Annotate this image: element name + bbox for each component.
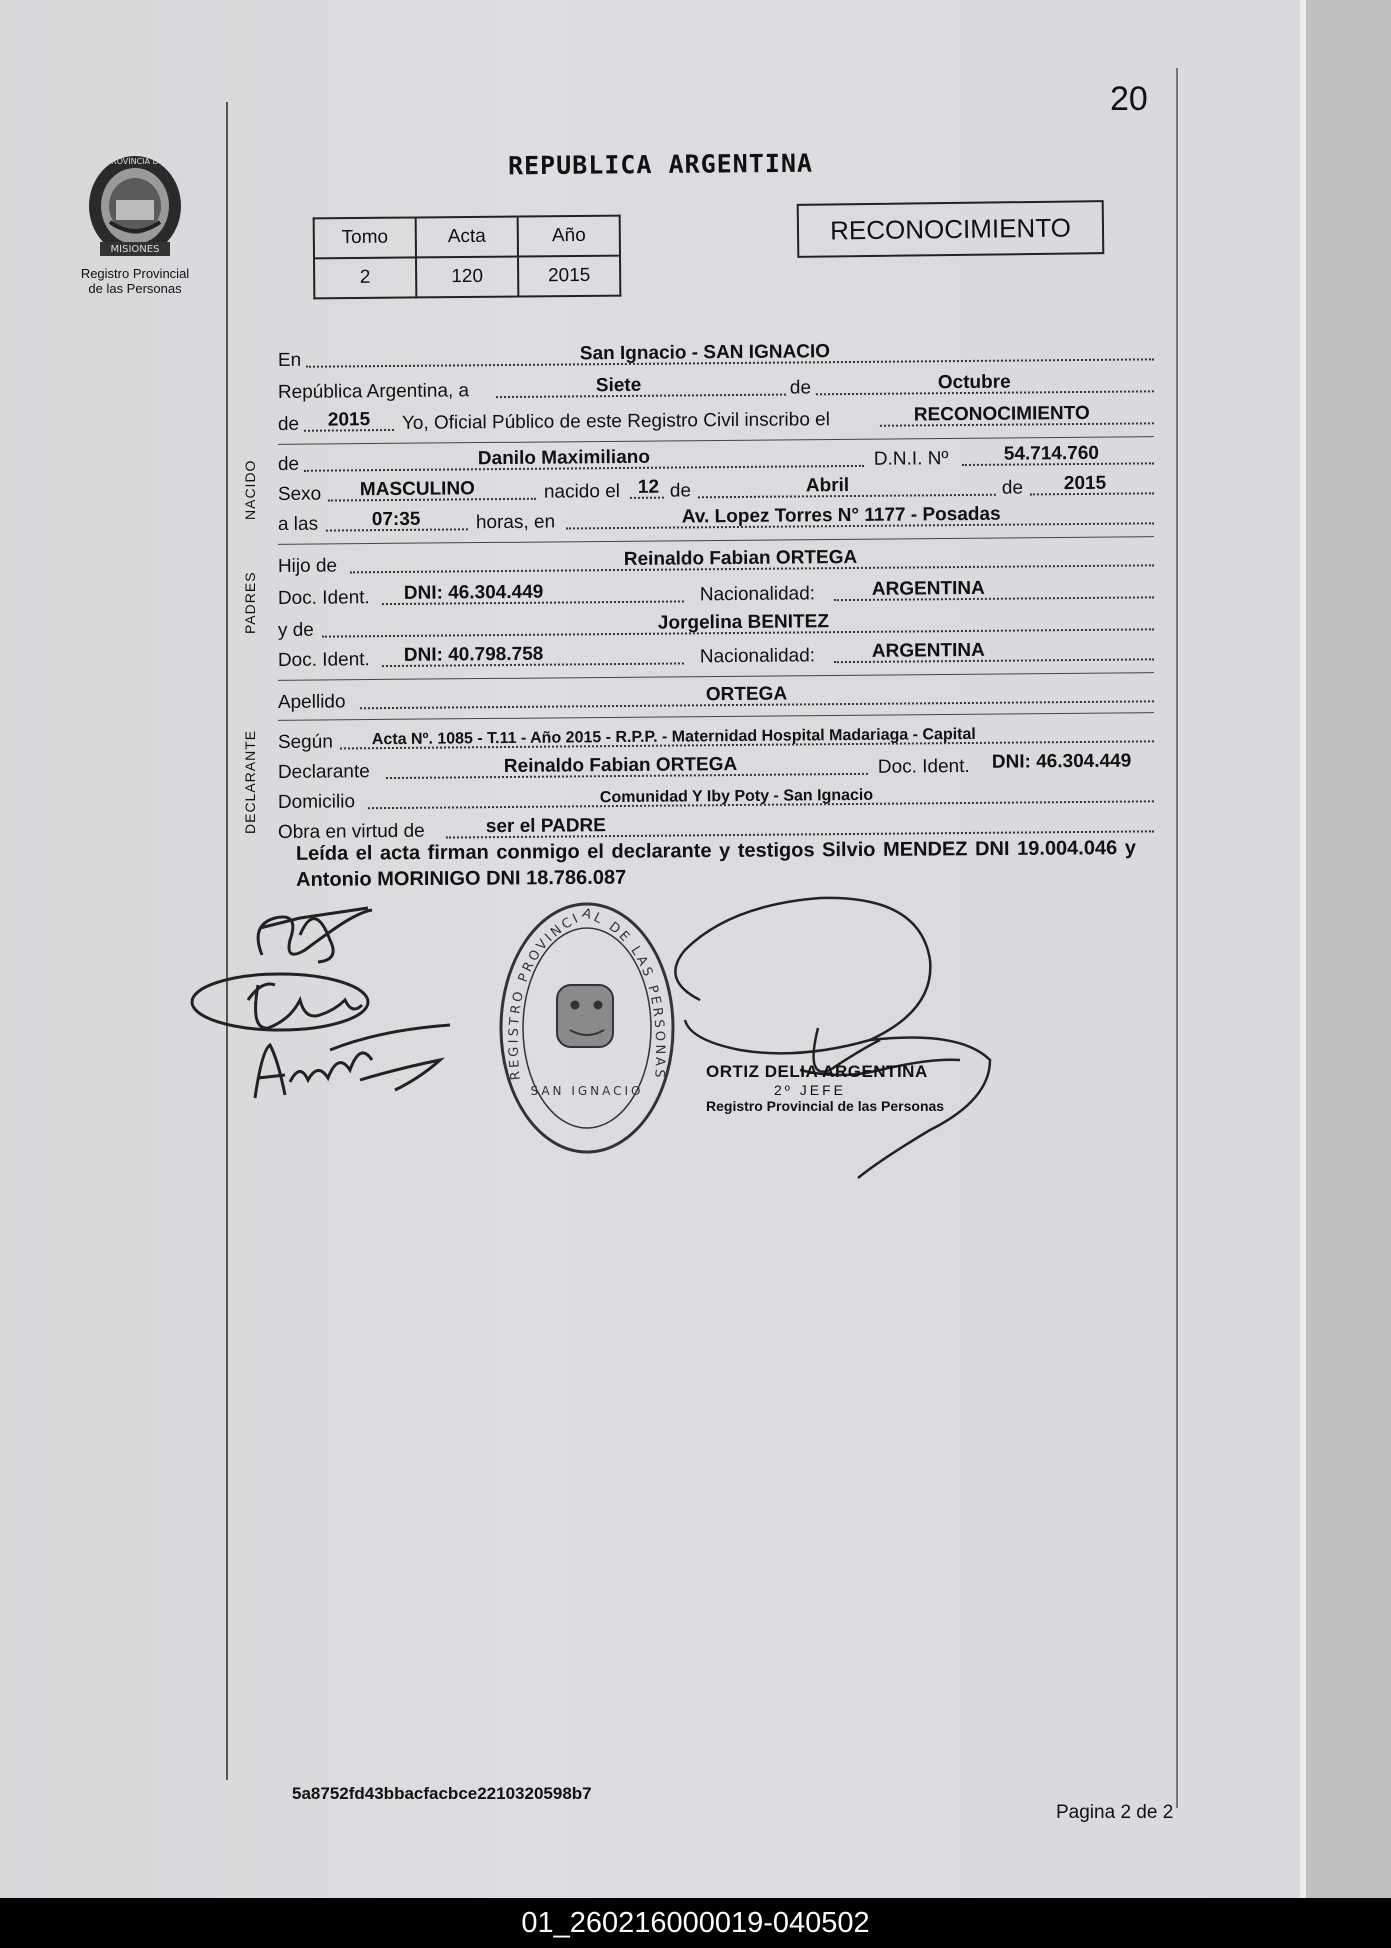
label-dni: D.N.I. Nº (873, 448, 949, 470)
value-sexo: MASCULINO (359, 478, 476, 501)
document-hash: 5a8752fd43bbacfacbce2210320598b7 (292, 1784, 592, 1803)
value-padre-doc: DNI: 46.304.449 (403, 581, 544, 604)
label-nacionalidad: Nacionalidad: (699, 583, 816, 606)
value-madre-doc: DNI: 40.798.758 (403, 643, 544, 666)
logo-caption-2: de las Personas (88, 281, 182, 296)
label-nacionalidad-2: Nacionalidad: (699, 645, 816, 668)
right-margin-rule (1176, 68, 1178, 1808)
value-declarante: Reinaldo Fabian ORTEGA (503, 753, 738, 778)
document-title: REPUBLICA ARGENTINA (507, 148, 814, 181)
registry-table-values (314, 256, 620, 299)
label-republica: República Argentina, a (277, 380, 470, 404)
label-segun: Según (277, 731, 333, 754)
official-block (706, 1062, 966, 1114)
value-apellido: ORTEGA (705, 683, 788, 706)
seal-top-text: PROVINCIA DE (106, 157, 164, 166)
value-padre: Reinaldo Fabian ORTEGA (623, 546, 858, 570)
label-doc-ident: Doc. Ident. (277, 587, 370, 610)
value-declarante-doc: DNI: 46.304.449 (991, 750, 1132, 773)
value-acto: RECONOCIMIENTO (913, 402, 1090, 426)
registry-logo (60, 148, 210, 296)
page-edge-highlight (1300, 0, 1306, 1898)
act-type-box: RECONOCIMIENTO (797, 200, 1105, 258)
value-segun: Acta Nº. 1085 - T.11 - Año 2015 - R.P.P. - Maternidad Hospital Madariaga - Capital (371, 725, 976, 749)
header-tomo: Tomo (314, 217, 416, 258)
label-sexo: Sexo (277, 483, 322, 506)
left-margin-rule (226, 102, 228, 1780)
official-office: Registro Provincial de las Personas (706, 1098, 945, 1114)
registry-table-header (314, 216, 620, 259)
scan-id: 01_260216000019-040502 (521, 1907, 870, 1939)
label-de-nombre: de (277, 453, 300, 476)
value-mes: Octubre (937, 371, 1011, 394)
label-de-mes: de (789, 377, 812, 399)
label-domicilio: Domicilio (277, 791, 356, 814)
label-a-las: a las (277, 513, 319, 536)
label-apellido: Apellido (277, 691, 346, 714)
stamp-inner-text: SAN IGNACIO (530, 1084, 644, 1098)
label-obra: Obra en virtud de (277, 820, 425, 844)
registry-table (313, 215, 622, 300)
value-domicilio: Comunidad Y Iby Poty - San Ignacio (599, 786, 874, 807)
value-nombre: Danilo Maximiliano (477, 446, 651, 470)
value-madre: Jorgelina BENITEZ (657, 611, 829, 634)
scan-id-bar (0, 1898, 1391, 1948)
page-number: 20 (1110, 80, 1148, 118)
label-declarante: Declarante (277, 761, 370, 784)
label-doc-ident-2: Doc. Ident. (277, 649, 370, 672)
value-nac-mes: Abril (805, 475, 850, 497)
value-nac-anio: 2015 (1063, 472, 1107, 495)
value-anio: 2015 (327, 409, 371, 431)
section-declarante: DECLARANTE (242, 729, 258, 834)
label-doc-ident-decl: Doc. Ident. (877, 755, 970, 778)
closing-statement: Leída el acta firman conmigo el declarante y testigos Silvio MENDEZ DNI 19.004.046 y Antonio MORINIGO DNI 18.786.087 (295, 837, 1136, 891)
label-yo-oficial: Yo, Oficial Público de este Registro Civil inscribo el (401, 409, 831, 434)
misiones-seal-icon (80, 148, 190, 266)
logo-caption-1: Registro Provincial (80, 266, 190, 281)
footer-page-count: Pagina 2 de 2 (1056, 1802, 1174, 1823)
value-lugar: San Ignacio - SAN IGNACIO (579, 341, 831, 365)
value-nac-dia: 12 (637, 476, 660, 498)
label-de-mes2: de (669, 480, 692, 502)
official-position: 2º JEFE (774, 1082, 847, 1098)
value-dia: Siete (595, 374, 642, 397)
value-acta: 120 (416, 257, 518, 298)
label-nacido-el: nacido el (543, 481, 621, 503)
value-hora: 07:35 (371, 508, 421, 531)
section-nacido: NACIDO (242, 459, 258, 520)
label-y-de: y de (277, 619, 314, 642)
official-name: ORTIZ DELIA ARGENTINA (706, 1062, 928, 1081)
value-tomo: 2 (314, 257, 416, 298)
value-dni: 54.714.760 (1003, 442, 1100, 465)
value-lugar-nac: Av. Lopez Torres N° 1177 - Posadas (681, 503, 1001, 528)
value-madre-nac: ARGENTINA (871, 639, 985, 662)
seal-bottom-text: MISIONES (110, 244, 160, 255)
value-obra: ser el PADRE (485, 815, 606, 838)
value-anio: 2015 (518, 256, 620, 297)
section-padres: PADRES (242, 571, 258, 634)
stamp-ring-text: REGISTRO PROVINCIAL DE LAS PERSONAS (506, 905, 668, 1081)
label-de: de (277, 413, 300, 436)
value-padre-nac: ARGENTINA (871, 577, 985, 600)
label-horas-en: horas, en (475, 511, 556, 534)
label-de-anio: de (1001, 477, 1024, 499)
next-page-edge (1300, 0, 1391, 1898)
header-acta: Acta (416, 217, 518, 258)
header-anio: Año (518, 216, 620, 257)
label-en: En (277, 349, 302, 372)
label-hijo-de: Hijo de (277, 555, 338, 578)
